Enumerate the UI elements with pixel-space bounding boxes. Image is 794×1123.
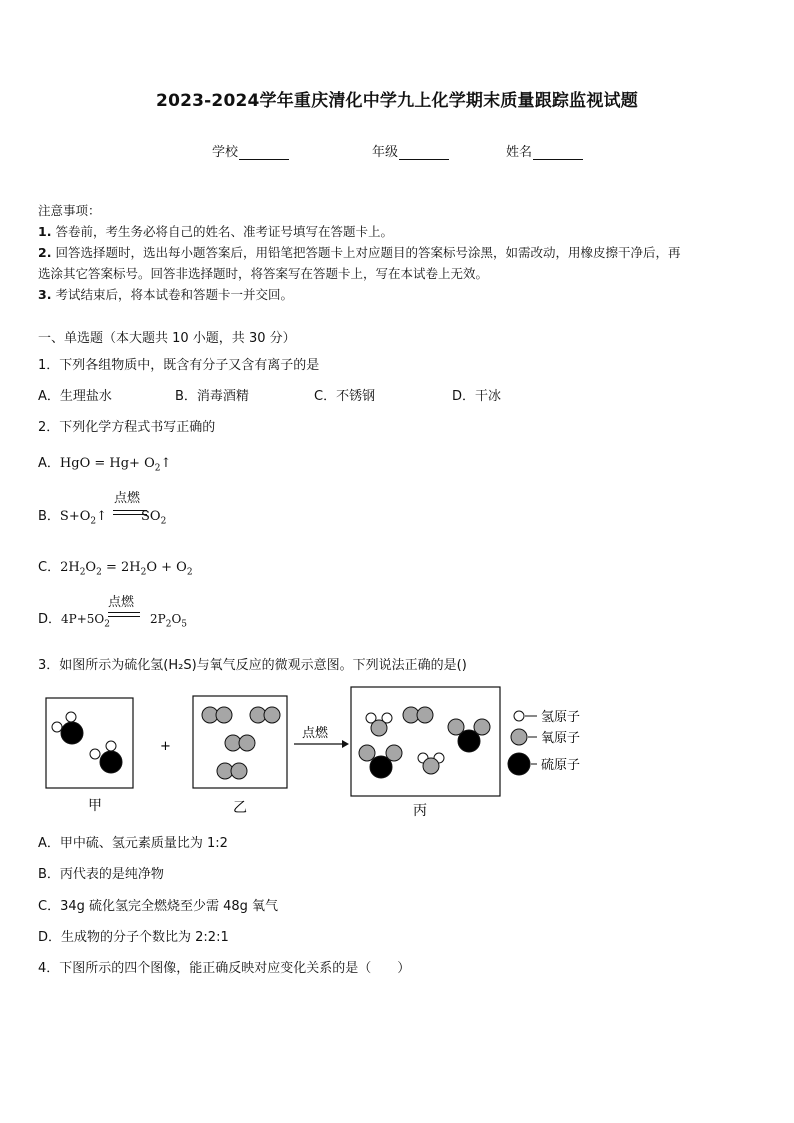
q2-b-condition: 点燃	[114, 491, 141, 506]
plus-sign: +	[160, 739, 171, 754]
o2-molecule	[225, 735, 255, 751]
notice-item-1: 1. 答卷前，考生务必将自己的姓名、准考证号填写在答题卡上。	[38, 224, 393, 239]
o2-molecule	[202, 707, 232, 723]
q1-option-b[interactable]: B．消毒酒精	[175, 389, 249, 404]
equation-b-left: $S+O_2↑$	[59, 509, 108, 527]
h2o-molecule	[366, 713, 392, 736]
name-label: 姓名	[506, 145, 533, 160]
equation-d-right: $2P_2O_5$	[150, 612, 188, 630]
o2-molecule	[217, 763, 247, 779]
label-yi: 乙	[233, 800, 247, 816]
q2-d-condition: 点燃	[108, 595, 135, 610]
notice-item-2-cont: 选涂其它答案标号。回答非选择题时，将答案写在答题卡上，写在本试卷上无效。	[38, 266, 489, 281]
page-title: 2023-2024学年重庆清化中学九上化学期末质量跟踪监视试题	[156, 91, 638, 111]
q2-d-equals	[108, 612, 140, 617]
grade-blank[interactable]	[399, 147, 449, 160]
q1-stem: 1．下列各组物质中，既含有分子又含有离子的是	[38, 358, 320, 373]
notice-heading: 注意事项：	[38, 203, 101, 218]
arrow-condition: 点燃	[302, 726, 329, 741]
q2-stem: 2．下列化学方程式书写正确的	[38, 420, 216, 435]
o2-molecule	[403, 707, 433, 723]
q3-option-d[interactable]: D．生成物的分子个数比为 2:2:1	[38, 930, 229, 945]
school-blank[interactable]	[239, 147, 289, 160]
svg-text:硫原子: 硫原子	[541, 758, 581, 773]
q1-option-a[interactable]: A．生理盐水	[38, 389, 112, 404]
grade-field[interactable]	[372, 141, 449, 160]
q4-stem: 4．下图所示的四个图像，能正确反映对应变化关系的是（ ）	[38, 961, 411, 976]
name-field[interactable]	[506, 141, 583, 160]
q2-option-d[interactable]: D．$4P+5O_2$ $2P_2O_5$	[38, 612, 188, 630]
reaction-diagram	[0, 680, 794, 820]
equation-d-left: $4P+5O_2$	[61, 612, 110, 630]
section-heading: 一、单选题（本大题共 10 小题，共 30 分）	[38, 331, 296, 346]
label-bing: 丙	[413, 803, 427, 819]
svg-text:氧原子: 氧原子	[541, 731, 581, 746]
reaction-arrowhead	[342, 740, 349, 748]
q1-option-d[interactable]: D．干冰	[452, 389, 502, 404]
q3-option-c[interactable]: C．34g 硫化氢完全燃烧至少需 48g 氧气	[38, 899, 279, 914]
q3-stem: 3．如图所示为硫化氢(H₂S)与氧气反应的微观示意图。下列说法正确的是()	[38, 658, 467, 673]
label-jia: 甲	[88, 798, 102, 814]
h2o-molecule	[418, 753, 444, 774]
q2-option-b[interactable]: B．$S+O_2↑$ $SO_2$	[38, 509, 167, 527]
equation-b-right: $SO_2$	[141, 509, 167, 527]
legend-hydrogen	[514, 710, 580, 725]
o2-molecule	[250, 707, 280, 723]
legend-oxygen	[511, 729, 580, 746]
q1-option-c[interactable]: C．不锈钢	[314, 389, 376, 404]
h2s-molecule	[52, 712, 83, 744]
q3-option-b[interactable]: B．丙代表的是纯净物	[38, 867, 164, 882]
so2-molecule	[448, 719, 490, 752]
q2-option-c[interactable]: C．$2H_2O_2 = 2H_2O + O_2$	[38, 560, 193, 578]
so2-molecule	[359, 745, 402, 778]
q3-option-a[interactable]: A．甲中硫、氢元素质量比为 1:2	[38, 836, 228, 851]
svg-text:氢原子: 氢原子	[541, 710, 581, 725]
legend-sulfur	[508, 753, 580, 775]
q2-option-a[interactable]: A．HgO = $Hg+ O_2↑$	[38, 456, 172, 474]
q2-b-equals	[113, 510, 147, 515]
name-blank[interactable]	[533, 147, 583, 160]
box-jia	[46, 698, 133, 788]
school-field[interactable]	[212, 141, 289, 160]
equation-c: $2H_2O_2 = 2H_2O + O_2$	[60, 560, 193, 578]
equation-a: HgO = $Hg+ O_2↑$	[59, 456, 172, 474]
grade-label: 年级	[372, 145, 399, 160]
notice-block	[38, 200, 680, 305]
school-label: 学校	[212, 145, 239, 160]
notice-item-2: 2. 回答选择题时，选出每小题答案后，用铅笔把答题卡上对应题目的答案标号涂黑，如需改动，用橡皮擦干净后，再	[38, 245, 681, 260]
notice-item-3: 3. 考试结束后，将本试卷和答题卡一并交回。	[38, 287, 293, 302]
h2s-molecule	[90, 741, 122, 773]
